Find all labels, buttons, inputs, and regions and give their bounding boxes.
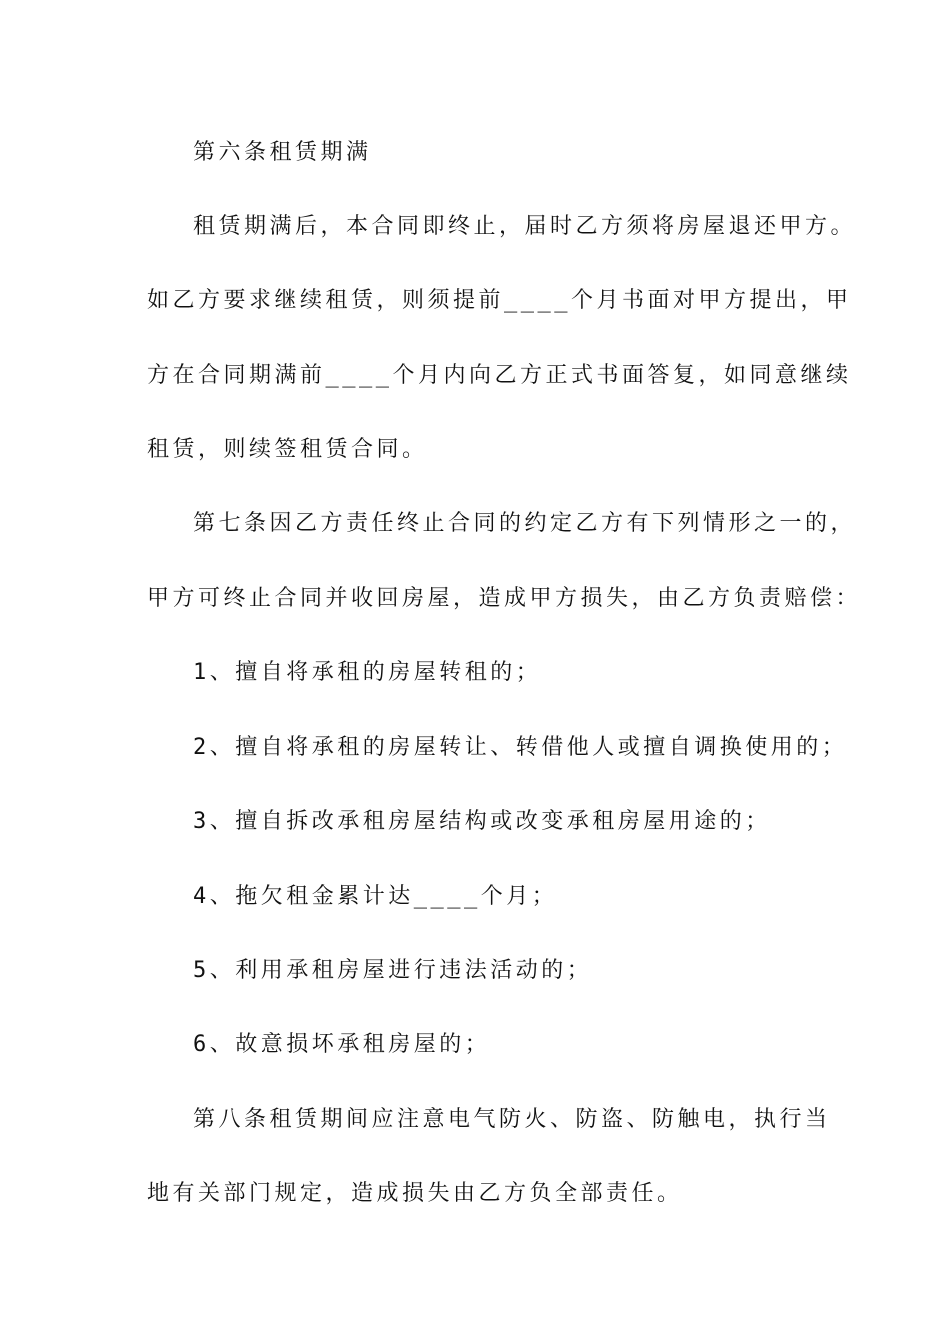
article-6-paragraph-line-4: 租赁，则续签租赁合同。	[147, 437, 428, 462]
article-6-heading: 第六条租赁期满	[193, 140, 372, 165]
list-item-5: 5、利用承租房屋进行违法活动的；	[193, 958, 593, 983]
list-item-4: 4、拖欠租金累计达____个月；	[193, 884, 558, 909]
article-6-paragraph-line-1: 租赁期满后，本合同即终止，届时乙方须将房屋退还甲方。	[193, 214, 857, 239]
list-item-2: 2、擅自将承租的房屋转让、转借他人或擅自调换使用的；	[193, 735, 848, 760]
list-item-6: 6、故意损坏承租房屋的；	[193, 1032, 491, 1057]
article-8-paragraph-line-2: 地有关部门规定，造成损失由乙方负全部责任。	[147, 1181, 683, 1206]
list-item-1: 1、擅自将承租的房屋转租的；	[193, 660, 542, 685]
list-item-3: 3、擅自拆改承租房屋结构或改变承租房屋用途的；	[193, 809, 771, 834]
article-7-paragraph-line-1: 第七条因乙方责任终止合同的约定乙方有下列情形之一的，	[193, 511, 857, 536]
article-7-paragraph-line-2: 甲方可终止合同并收回房屋，造成甲方损失，由乙方负责赔偿：	[147, 586, 862, 611]
article-6-paragraph-line-2: 如乙方要求继续租赁，则须提前____个月书面对甲方提出，甲	[147, 288, 852, 313]
article-6-paragraph-line-3: 方在合同期满前____个月内向乙方正式书面答复，如同意继续	[147, 363, 852, 388]
article-8-paragraph-line-1: 第八条租赁期间应注意电气防火、防盗、防触电，执行当	[193, 1107, 831, 1132]
